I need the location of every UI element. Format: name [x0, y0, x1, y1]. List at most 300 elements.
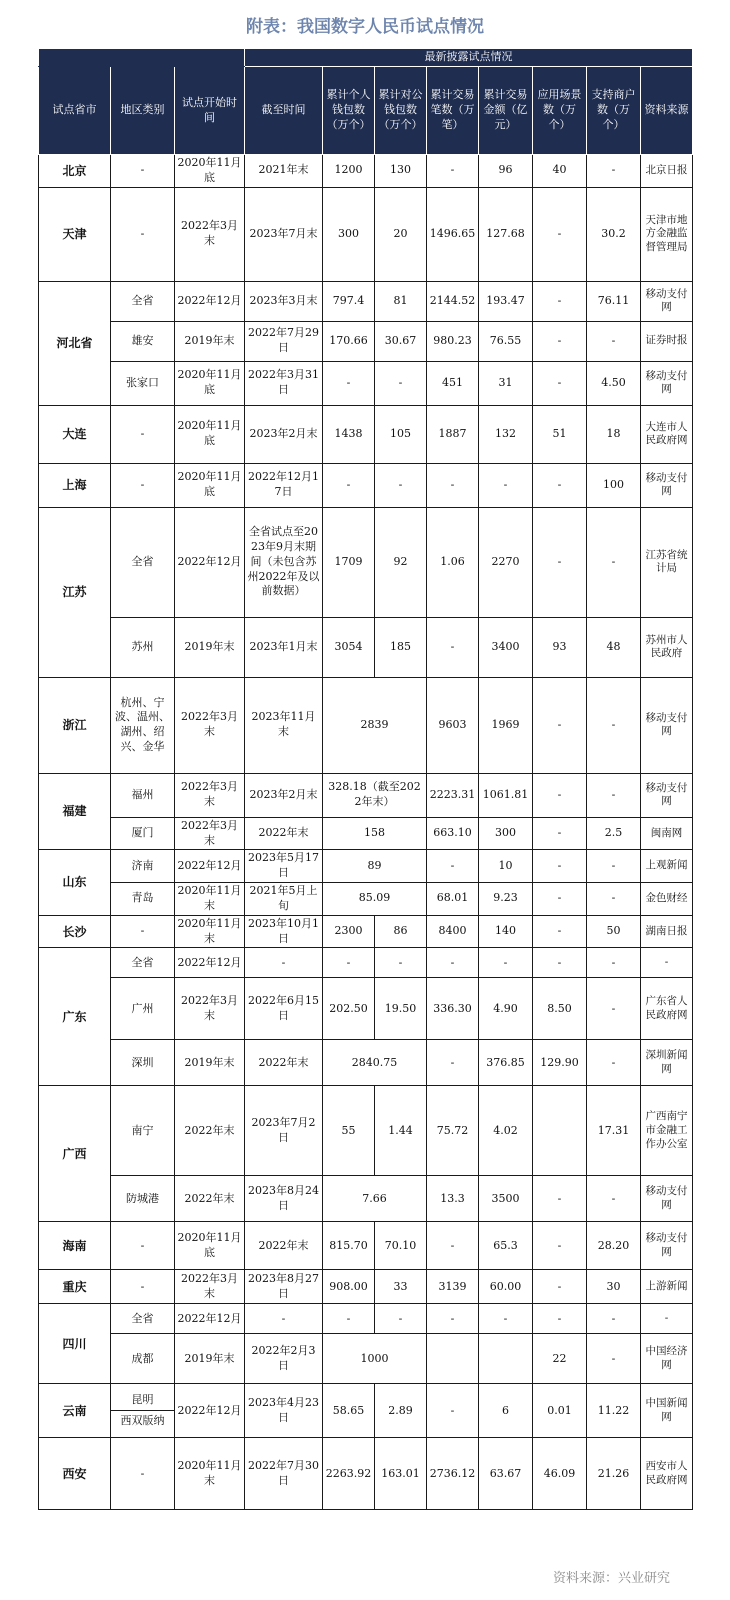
- table-row: [39, 1176, 693, 1222]
- personal-cell: 1709: [323, 507, 375, 617]
- amount-cell: 1969: [479, 677, 533, 773]
- count-cell: -: [427, 1384, 479, 1438]
- table-row: [39, 1384, 693, 1438]
- scenes-cell: 8.50: [533, 978, 587, 1040]
- table-row: [39, 773, 693, 817]
- amount-cell: [479, 1334, 533, 1384]
- table-row: [39, 677, 693, 773]
- header-source: 资料来源: [641, 67, 693, 155]
- province-cell: 云南: [39, 1384, 111, 1438]
- merchants-cell: 100: [587, 463, 641, 507]
- source-cell: 中国经济网: [641, 1334, 693, 1384]
- province-cell: 长沙: [39, 915, 111, 948]
- personal-cell: 815.70: [323, 1222, 375, 1270]
- scenes-cell: -: [533, 321, 587, 361]
- end-cell: 2022年3月31日: [245, 361, 323, 405]
- source-cell: 中国新闻网: [641, 1384, 693, 1438]
- scenes-cell: -: [533, 507, 587, 617]
- end-cell: 2023年7月2日: [245, 1086, 323, 1176]
- table-row: [39, 361, 693, 405]
- personal-cell: -: [323, 463, 375, 507]
- header-end: 截至时间: [245, 67, 323, 155]
- source-note: 资料来源：兴业研究: [552, 1571, 670, 1586]
- count-cell: 75.72: [427, 1086, 479, 1176]
- amount-cell: -: [479, 948, 533, 978]
- end-cell: 2023年2月末: [245, 773, 323, 817]
- header-merchants: 支持商户数（万个）: [587, 67, 641, 155]
- count-cell: 980.23: [427, 321, 479, 361]
- wallets-merged-cell: 85.09: [323, 883, 427, 916]
- amount-cell: -: [479, 1304, 533, 1334]
- source-cell: 金色财经: [641, 883, 693, 916]
- merchants-cell: 2.5: [587, 817, 641, 850]
- end-cell: 2022年末: [245, 1040, 323, 1086]
- scenes-cell: 0.01: [533, 1384, 587, 1438]
- amount-cell: 96: [479, 155, 533, 188]
- header-group: 最新披露试点情况: [245, 49, 693, 67]
- count-cell: 3139: [427, 1270, 479, 1304]
- end-cell: 全省试点至2023年9月末期间（未包含苏州2022年及以前数据）: [245, 507, 323, 617]
- province-cell: 四川: [39, 1304, 111, 1384]
- scenes-cell: -: [533, 817, 587, 850]
- personal-cell: 797.4: [323, 281, 375, 321]
- amount-cell: 140: [479, 915, 533, 948]
- merchants-cell: -: [587, 321, 641, 361]
- personal-cell: 300: [323, 187, 375, 281]
- start-cell: 2020年11月末: [175, 883, 245, 916]
- end-cell: 2021年5月上旬: [245, 883, 323, 916]
- source-cell: -: [641, 1304, 693, 1334]
- pilot-table: [38, 48, 693, 1510]
- source-cell: 移动支付网: [641, 281, 693, 321]
- table-row: [39, 1438, 693, 1510]
- source-cell: 湖南日报: [641, 915, 693, 948]
- amount-cell: 31: [479, 361, 533, 405]
- start-cell: 2020年11月末: [175, 1438, 245, 1510]
- scenes-cell: -: [533, 948, 587, 978]
- region-cell: -: [111, 155, 175, 188]
- header-start: 试点开始时间: [175, 67, 245, 155]
- header-amount: 累计交易金额（亿元）: [479, 67, 533, 155]
- count-cell: -: [427, 617, 479, 677]
- source-cell: 移动支付网: [641, 773, 693, 817]
- end-cell: 2021年末: [245, 155, 323, 188]
- end-cell: 2023年1月末: [245, 617, 323, 677]
- scenes-cell: -: [533, 1222, 587, 1270]
- table-row: [39, 978, 693, 1040]
- personal-cell: 1438: [323, 405, 375, 463]
- count-cell: -: [427, 1040, 479, 1086]
- source-cell: 移动支付网: [641, 463, 693, 507]
- source-cell: 广东省人民政府网: [641, 978, 693, 1040]
- scenes-cell: -: [533, 187, 587, 281]
- corporate-cell: -: [375, 463, 427, 507]
- amount-cell: 1061.81: [479, 773, 533, 817]
- region-cell: 防城港: [111, 1176, 175, 1222]
- amount-cell: 3400: [479, 617, 533, 677]
- corporate-cell: 163.01: [375, 1438, 427, 1510]
- region-cell: 全省: [111, 507, 175, 617]
- region-cell: -: [111, 1438, 175, 1510]
- page-title: 附表：我国数字人民币试点情况: [246, 17, 484, 37]
- merchants-cell: -: [587, 773, 641, 817]
- start-cell: 2022年12月: [175, 850, 245, 883]
- amount-cell: 3500: [479, 1176, 533, 1222]
- wallets-merged-cell: 7.66: [323, 1176, 427, 1222]
- personal-cell: 2263.92: [323, 1438, 375, 1510]
- table-row: [39, 883, 693, 916]
- province-cell: 上海: [39, 463, 111, 507]
- province-cell: 广西: [39, 1086, 111, 1222]
- table-row: [39, 1334, 693, 1384]
- count-cell: 1887: [427, 405, 479, 463]
- source-cell: 天津市地方金融监督管理局: [641, 187, 693, 281]
- corporate-cell: 86: [375, 915, 427, 948]
- merchants-cell: 30.2: [587, 187, 641, 281]
- table-row: [39, 281, 693, 321]
- merchants-cell: -: [587, 1334, 641, 1384]
- amount-cell: 76.55: [479, 321, 533, 361]
- start-cell: 2019年末: [175, 617, 245, 677]
- start-cell: 2022年12月: [175, 948, 245, 978]
- header-scenes: 应用场景数（万个）: [533, 67, 587, 155]
- table-row: [39, 321, 693, 361]
- region-cell: -: [111, 405, 175, 463]
- end-cell: -: [245, 1304, 323, 1334]
- region-xishuangbanna: 西双版纳: [120, 1414, 165, 1428]
- personal-cell: 2300: [323, 915, 375, 948]
- scenes-cell: 93: [533, 617, 587, 677]
- end-cell: 2023年4月23日: [245, 1384, 323, 1438]
- personal-cell: 58.65: [323, 1384, 375, 1438]
- source-cell: 西安市人民政府网: [641, 1438, 693, 1510]
- count-cell: 2223.31: [427, 773, 479, 817]
- province-cell: 北京: [39, 155, 111, 188]
- count-cell: 68.01: [427, 883, 479, 916]
- amount-cell: 6: [479, 1384, 533, 1438]
- table-row: [39, 1270, 693, 1304]
- region-cell: 青岛: [111, 883, 175, 916]
- amount-cell: 9.23: [479, 883, 533, 916]
- source-cell: 移动支付网: [641, 677, 693, 773]
- personal-cell: 1200: [323, 155, 375, 188]
- scenes-cell: -: [533, 361, 587, 405]
- header-personal: 累计个人钱包数（万个）: [323, 67, 375, 155]
- province-cell: 天津: [39, 187, 111, 281]
- scenes-cell: -: [533, 883, 587, 916]
- region-cell: 全省: [111, 1304, 175, 1334]
- merchants-cell: -: [587, 507, 641, 617]
- scenes-cell: 51: [533, 405, 587, 463]
- source-cell: 广西南宁市金融工作办公室: [641, 1086, 693, 1176]
- start-cell: 2022年3月末: [175, 978, 245, 1040]
- count-cell: -: [427, 948, 479, 978]
- merchants-cell: -: [587, 1304, 641, 1334]
- merchants-cell: -: [587, 978, 641, 1040]
- scenes-cell: -: [533, 1304, 587, 1334]
- province-cell: 福建: [39, 773, 111, 850]
- count-cell: 451: [427, 361, 479, 405]
- source-cell: 北京日报: [641, 155, 693, 188]
- table-row: [39, 463, 693, 507]
- region-cell: 福州: [111, 773, 175, 817]
- header-corporate: 累计对公钱包数（万个）: [375, 67, 427, 155]
- scenes-cell: -: [533, 773, 587, 817]
- source-cell: 上观新闻: [641, 850, 693, 883]
- source-cell: -: [641, 948, 693, 978]
- end-cell: 2023年10月1日: [245, 915, 323, 948]
- corporate-cell: 30.67: [375, 321, 427, 361]
- corporate-cell: 33: [375, 1270, 427, 1304]
- count-cell: 2144.52: [427, 281, 479, 321]
- province-cell: 重庆: [39, 1270, 111, 1304]
- merchants-cell: 28.20: [587, 1222, 641, 1270]
- region-cell: 厦门: [111, 817, 175, 850]
- province-cell: 海南: [39, 1222, 111, 1270]
- start-cell: 2022年12月: [175, 1384, 245, 1438]
- count-cell: -: [427, 1304, 479, 1334]
- start-cell: 2020年11月底: [175, 155, 245, 188]
- merchants-cell: -: [587, 948, 641, 978]
- corporate-cell: 70.10: [375, 1222, 427, 1270]
- source-cell: 移动支付网: [641, 1176, 693, 1222]
- end-cell: 2023年2月末: [245, 405, 323, 463]
- end-cell: 2023年7月末: [245, 187, 323, 281]
- corporate-cell: 1.44: [375, 1086, 427, 1176]
- scenes-cell: -: [533, 915, 587, 948]
- start-cell: 2020年11月底: [175, 463, 245, 507]
- merchants-cell: -: [587, 677, 641, 773]
- count-cell: 1496.65: [427, 187, 479, 281]
- source-cell: 移动支付网: [641, 1222, 693, 1270]
- header-province: 试点省市: [39, 67, 111, 155]
- start-cell: 2019年末: [175, 321, 245, 361]
- region-cell: -: [111, 915, 175, 948]
- start-cell: 2020年11月末: [175, 915, 245, 948]
- start-cell: 2022年3月末: [175, 677, 245, 773]
- wallets-merged-cell: 2840.75: [323, 1040, 427, 1086]
- source-cell: 闽南网: [641, 817, 693, 850]
- corporate-cell: -: [375, 1304, 427, 1334]
- source-cell: 江苏省统计局: [641, 507, 693, 617]
- source-cell: 移动支付网: [641, 361, 693, 405]
- corporate-cell: 2.89: [375, 1384, 427, 1438]
- merchants-cell: 18: [587, 405, 641, 463]
- amount-cell: 63.67: [479, 1438, 533, 1510]
- personal-cell: 202.50: [323, 978, 375, 1040]
- end-cell: -: [245, 948, 323, 978]
- personal-cell: 170.66: [323, 321, 375, 361]
- end-cell: 2023年3月末: [245, 281, 323, 321]
- corporate-cell: 105: [375, 405, 427, 463]
- personal-cell: -: [323, 361, 375, 405]
- corporate-cell: -: [375, 361, 427, 405]
- personal-cell: 3054: [323, 617, 375, 677]
- end-cell: 2022年末: [245, 1222, 323, 1270]
- corporate-cell: 92: [375, 507, 427, 617]
- merchants-cell: -: [587, 850, 641, 883]
- table-row: [39, 187, 693, 281]
- amount-cell: 300: [479, 817, 533, 850]
- start-cell: 2022年3月末: [175, 773, 245, 817]
- end-cell: 2022年7月30日: [245, 1438, 323, 1510]
- region-cell: 济南: [111, 850, 175, 883]
- count-cell: -: [427, 155, 479, 188]
- count-cell: 336.30: [427, 978, 479, 1040]
- source-cell: 深圳新闻网: [641, 1040, 693, 1086]
- count-cell: 1.06: [427, 507, 479, 617]
- corporate-cell: 130: [375, 155, 427, 188]
- merchants-cell: 4.50: [587, 361, 641, 405]
- merchants-cell: 50: [587, 915, 641, 948]
- corporate-cell: 19.50: [375, 978, 427, 1040]
- amount-cell: 132: [479, 405, 533, 463]
- end-cell: 2023年8月27日: [245, 1270, 323, 1304]
- source-cell: 大连市人民政府网: [641, 405, 693, 463]
- scenes-cell: -: [533, 1176, 587, 1222]
- end-cell: 2022年12月17日: [245, 463, 323, 507]
- end-cell: 2022年7月29日: [245, 321, 323, 361]
- merchants-cell: 30: [587, 1270, 641, 1304]
- province-cell: 大连: [39, 405, 111, 463]
- start-cell: 2020年11月底: [175, 405, 245, 463]
- province-cell: 西安: [39, 1438, 111, 1510]
- start-cell: 2022年12月: [175, 507, 245, 617]
- count-cell: [427, 1334, 479, 1384]
- table-row: [39, 1040, 693, 1086]
- province-cell: 广东: [39, 948, 111, 1086]
- region-cell: 全省: [111, 948, 175, 978]
- scenes-cell: -: [533, 463, 587, 507]
- wallets-merged-cell: 328.18（截至2022年末）: [323, 773, 427, 817]
- header-count: 累计交易笔数（万笔）: [427, 67, 479, 155]
- amount-cell: 60.00: [479, 1270, 533, 1304]
- amount-cell: -: [479, 463, 533, 507]
- amount-cell: 65.3: [479, 1222, 533, 1270]
- province-cell: 山东: [39, 850, 111, 915]
- count-cell: -: [427, 1222, 479, 1270]
- merchants-cell: 21.26: [587, 1438, 641, 1510]
- end-cell: 2022年末: [245, 817, 323, 850]
- region-cell: 全省: [111, 281, 175, 321]
- province-cell: 浙江: [39, 677, 111, 773]
- start-cell: 2019年末: [175, 1334, 245, 1384]
- amount-cell: 127.68: [479, 187, 533, 281]
- scenes-cell: -: [533, 850, 587, 883]
- region-cell: 深圳: [111, 1040, 175, 1086]
- region-cell: 成都: [111, 1334, 175, 1384]
- table-row: [39, 1304, 693, 1334]
- amount-cell: 4.90: [479, 978, 533, 1040]
- corporate-cell: -: [375, 948, 427, 978]
- merchants-cell: 48: [587, 617, 641, 677]
- count-cell: -: [427, 463, 479, 507]
- region-cell: 苏州: [111, 617, 175, 677]
- end-cell: 2022年6月15日: [245, 978, 323, 1040]
- table-row: [39, 617, 693, 677]
- table-row: [39, 915, 693, 948]
- region-cell: -: [111, 463, 175, 507]
- start-cell: 2022年3月末: [175, 187, 245, 281]
- merchants-cell: -: [587, 155, 641, 188]
- start-cell: 2022年末: [175, 1176, 245, 1222]
- merchants-cell: -: [587, 883, 641, 916]
- header-region: 地区类别: [111, 67, 175, 155]
- personal-cell: -: [323, 1304, 375, 1334]
- end-cell: 2022年2月3日: [245, 1334, 323, 1384]
- scenes-cell: -: [533, 281, 587, 321]
- start-cell: 2022年末: [175, 1086, 245, 1176]
- region-cell: 南宁: [111, 1086, 175, 1176]
- amount-cell: 376.85: [479, 1040, 533, 1086]
- personal-cell: 55: [323, 1086, 375, 1176]
- region-cell: -: [111, 1270, 175, 1304]
- merchants-cell: 76.11: [587, 281, 641, 321]
- region-cell: -: [111, 1222, 175, 1270]
- header-blank: [39, 49, 245, 67]
- region-cell: [111, 1384, 175, 1438]
- scenes-cell: 40: [533, 155, 587, 188]
- wallets-merged-cell: 1000: [323, 1334, 427, 1384]
- table-row: [39, 507, 693, 617]
- amount-cell: 4.02: [479, 1086, 533, 1176]
- merchants-cell: 11.22: [587, 1384, 641, 1438]
- end-cell: 2023年5月17日: [245, 850, 323, 883]
- count-cell: -: [427, 850, 479, 883]
- merchants-cell: -: [587, 1176, 641, 1222]
- scenes-cell: [533, 1086, 587, 1176]
- region-cell: 杭州、宁波、温州、湖州、绍兴、金华: [111, 677, 175, 773]
- amount-cell: 2270: [479, 507, 533, 617]
- scenes-cell: -: [533, 677, 587, 773]
- start-cell: 2022年12月: [175, 1304, 245, 1334]
- amount-cell: 193.47: [479, 281, 533, 321]
- province-cell: 河北省: [39, 281, 111, 405]
- table-row: [39, 155, 693, 188]
- wallets-merged-cell: 89: [323, 850, 427, 883]
- scenes-cell: 46.09: [533, 1438, 587, 1510]
- region-cell: -: [111, 187, 175, 281]
- personal-cell: 908.00: [323, 1270, 375, 1304]
- scenes-cell: 129.90: [533, 1040, 587, 1086]
- end-cell: 2023年8月24日: [245, 1176, 323, 1222]
- corporate-cell: 185: [375, 617, 427, 677]
- count-cell: 2736.12: [427, 1438, 479, 1510]
- corporate-cell: 81: [375, 281, 427, 321]
- region-cell: 雄安: [111, 321, 175, 361]
- province-cell: 江苏: [39, 507, 111, 677]
- region-cell: 张家口: [111, 361, 175, 405]
- scenes-cell: -: [533, 1270, 587, 1304]
- start-cell: 2022年3月末: [175, 1270, 245, 1304]
- count-cell: 13.3: [427, 1176, 479, 1222]
- region-kunming: 昆明: [111, 1390, 174, 1412]
- wallets-merged-cell: 158: [323, 817, 427, 850]
- count-cell: 663.10: [427, 817, 479, 850]
- table-row: [39, 850, 693, 883]
- table-row: [39, 817, 693, 850]
- table-row: [39, 1222, 693, 1270]
- start-cell: 2019年末: [175, 1040, 245, 1086]
- count-cell: 8400: [427, 915, 479, 948]
- corporate-cell: 20: [375, 187, 427, 281]
- amount-cell: 10: [479, 850, 533, 883]
- source-cell: 苏州市人民政府: [641, 617, 693, 677]
- source-cell: 证券时报: [641, 321, 693, 361]
- table-row: [39, 948, 693, 978]
- merchants-cell: 17.31: [587, 1086, 641, 1176]
- count-cell: 9603: [427, 677, 479, 773]
